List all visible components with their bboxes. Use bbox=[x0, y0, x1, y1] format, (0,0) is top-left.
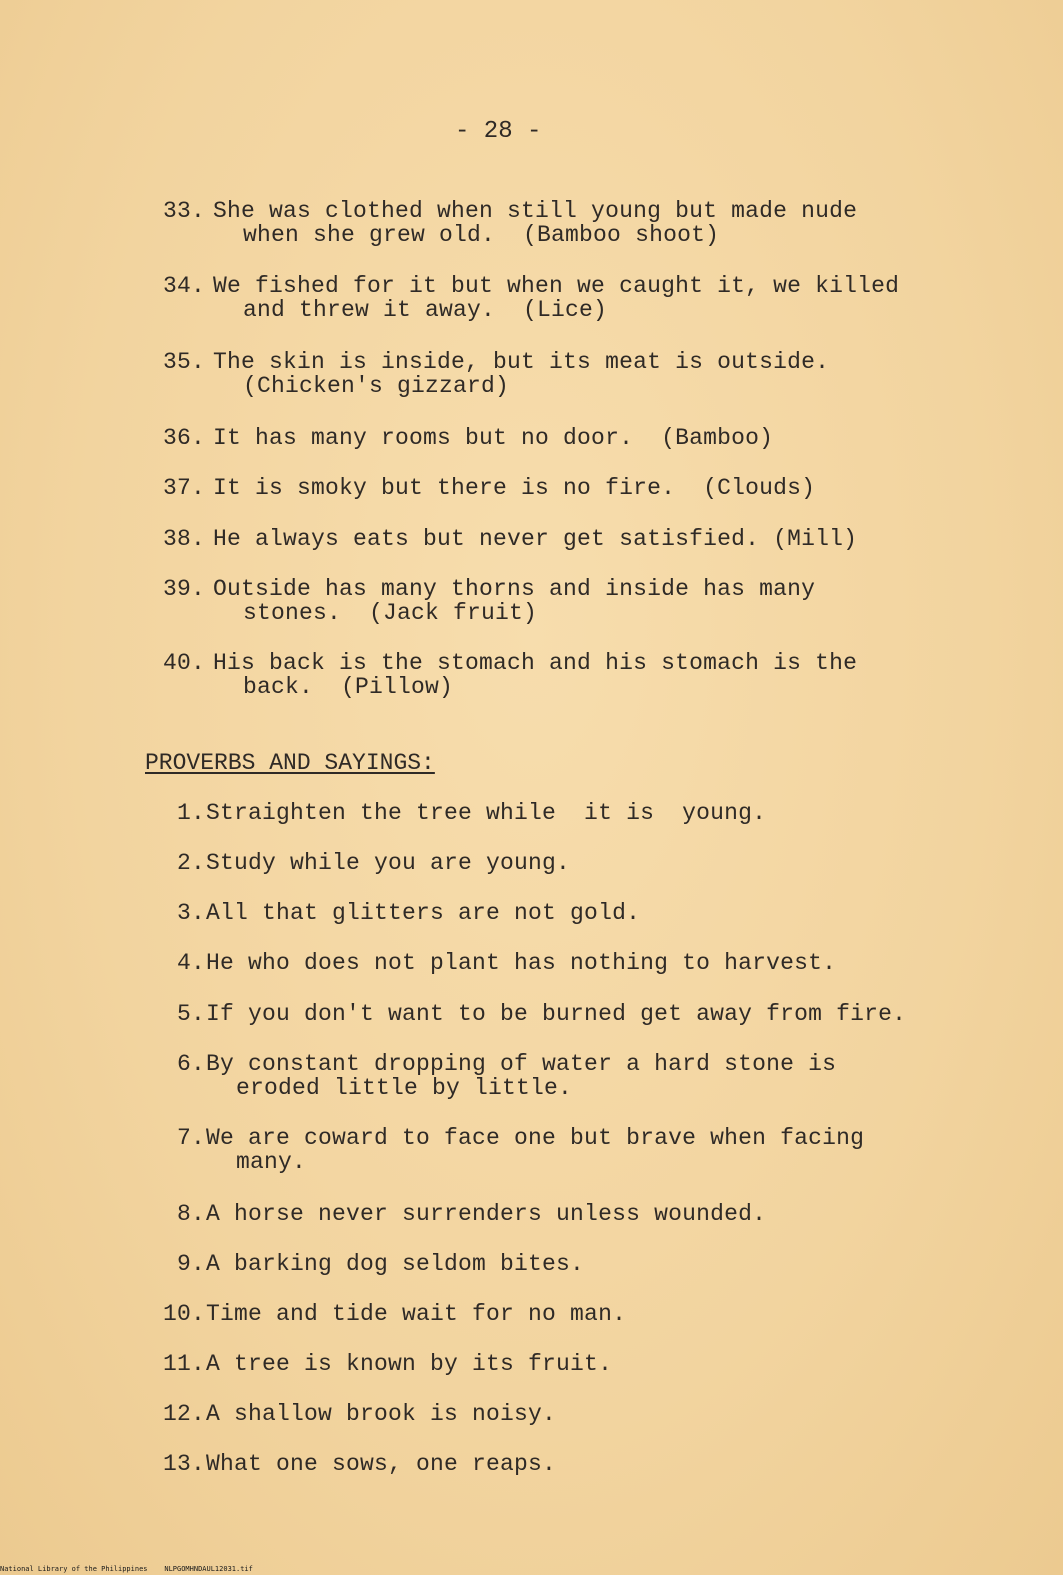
list-item-text: many. bbox=[236, 1149, 307, 1175]
list-item-text: He who does not plant has nothing to harvest. bbox=[206, 950, 837, 976]
page-number: - 28 - bbox=[455, 118, 542, 145]
list-item-text: By constant dropping of water a hard stone is bbox=[206, 1051, 837, 1077]
list-item-text: A shallow brook is noisy. bbox=[206, 1401, 557, 1427]
section-heading: PROVERBS AND SAYINGS: bbox=[145, 750, 435, 776]
list-item-text: All that glitters are not gold. bbox=[206, 900, 641, 926]
list-item-number: 36. bbox=[162, 425, 205, 451]
list-item-number: 33. bbox=[162, 198, 205, 224]
list-item-text: Outside has many thorns and inside has many bbox=[213, 576, 816, 602]
list-item-number: 34. bbox=[162, 273, 205, 299]
list-item-text: (Chicken's gizzard) bbox=[243, 373, 510, 399]
list-item-text: What one sows, one reaps. bbox=[206, 1451, 557, 1477]
list-item-number: 2. bbox=[176, 850, 205, 876]
list-item-text: It is smoky but there is no fire. (Clouds) bbox=[213, 475, 816, 501]
list-item-number: 11. bbox=[162, 1351, 205, 1377]
list-item-text: We are coward to face one but brave when facing bbox=[206, 1125, 865, 1151]
list-item-number: 7. bbox=[176, 1125, 205, 1151]
list-item-text: If you don't want to be burned get away from fire. bbox=[206, 1001, 907, 1027]
list-item-text: back. (Pillow) bbox=[243, 674, 454, 700]
list-item-number: 10. bbox=[162, 1301, 205, 1327]
list-item-text: stones. (Jack fruit) bbox=[243, 600, 538, 626]
list-item-number: 40. bbox=[162, 650, 205, 676]
scan-footer: National Library of the Philippines NLPGOMHNDAUL12031.tif bbox=[0, 1565, 253, 1573]
list-item-text: A barking dog seldom bites. bbox=[206, 1251, 585, 1277]
list-item-number: 37. bbox=[162, 475, 205, 501]
list-item-text: The skin is inside, but its meat is outside. bbox=[213, 349, 830, 375]
list-item-text: eroded little by little. bbox=[236, 1075, 573, 1101]
list-item-number: 5. bbox=[176, 1001, 205, 1027]
list-item-number: 6. bbox=[176, 1051, 205, 1077]
list-item-text: She was clothed when still young but made nude bbox=[213, 198, 858, 224]
list-item-text: and threw it away. (Lice) bbox=[243, 297, 608, 323]
list-item-number: 9. bbox=[176, 1251, 205, 1277]
list-item-number: 39. bbox=[162, 576, 205, 602]
list-item-number: 38. bbox=[162, 526, 205, 552]
list-item-text: when she grew old. (Bamboo shoot) bbox=[243, 222, 720, 248]
list-item-text: He always eats but never get satisfied. (Mill) bbox=[213, 526, 858, 552]
list-item-number: 8. bbox=[176, 1201, 205, 1227]
list-item-number: 13. bbox=[162, 1451, 205, 1477]
list-item-text: It has many rooms but no door. (Bamboo) bbox=[213, 425, 774, 451]
list-item-text: Time and tide wait for no man. bbox=[206, 1301, 627, 1327]
list-item-number: 4. bbox=[176, 950, 205, 976]
list-item-text: His back is the stomach and his stomach is the bbox=[213, 650, 858, 676]
list-item-text: Study while you are young. bbox=[206, 850, 571, 876]
list-item-number: 35. bbox=[162, 349, 205, 375]
list-item-text: A tree is known by its fruit. bbox=[206, 1351, 613, 1377]
list-item-text: Straighten the tree while it is young. bbox=[206, 800, 767, 826]
list-item-number: 3. bbox=[176, 900, 205, 926]
list-item-number: 1. bbox=[176, 800, 205, 826]
list-item-number: 12. bbox=[162, 1401, 205, 1427]
list-item-text: We fished for it but when we caught it, we killed bbox=[213, 273, 900, 299]
list-item-text: A horse never surrenders unless wounded. bbox=[206, 1201, 767, 1227]
